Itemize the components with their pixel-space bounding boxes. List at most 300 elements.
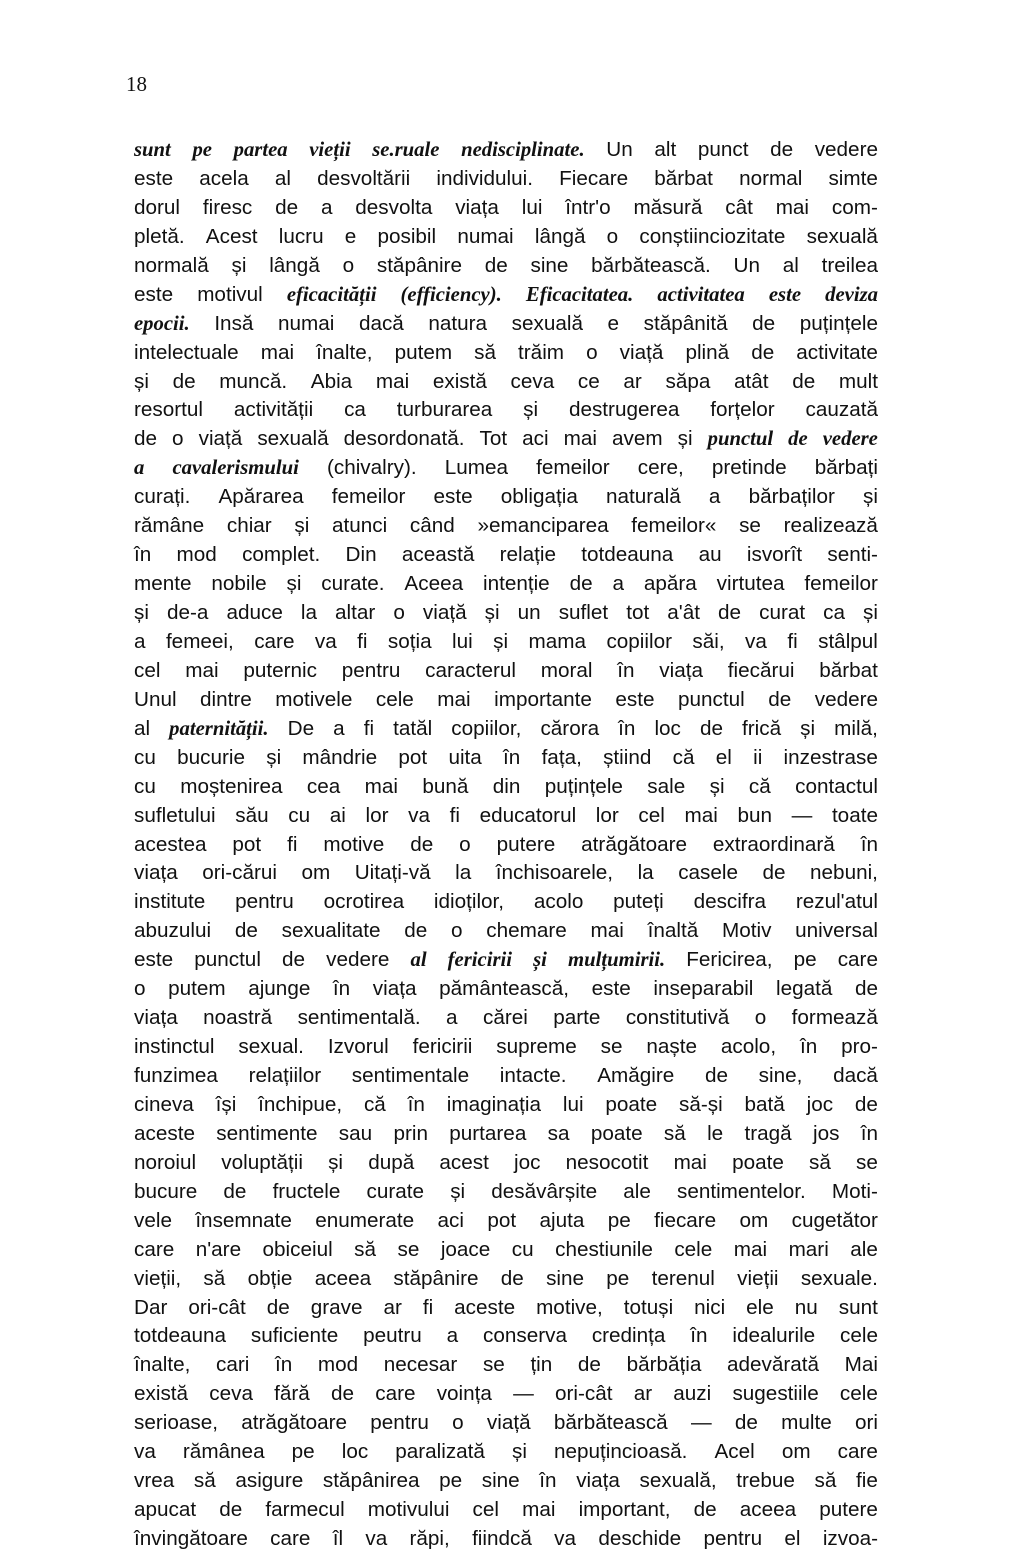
word: constitutivă (625, 1006, 730, 1030)
word: rămâne (134, 514, 205, 538)
text-line (134, 194, 878, 223)
word: cât (725, 195, 753, 219)
word: paralizată (395, 1440, 485, 1464)
word: când (409, 514, 455, 538)
word: desvolta (355, 195, 433, 219)
word: pretinde (711, 456, 787, 480)
word: a (134, 629, 146, 653)
word: de (751, 340, 775, 364)
word: mai (185, 658, 219, 682)
word: este (134, 166, 174, 190)
word: de (788, 428, 808, 451)
word: pot (487, 1208, 517, 1232)
word: voluptății (221, 1150, 303, 1174)
word: formează (791, 1006, 878, 1030)
word: femeilor« (631, 514, 717, 538)
word: om (739, 1208, 769, 1232)
word: sexual. (238, 1035, 304, 1059)
word: cugetător (791, 1208, 878, 1232)
word: atrăgătoare (241, 1411, 347, 1435)
word: o (586, 340, 598, 364)
word: o (606, 224, 619, 248)
word: și (231, 253, 247, 277)
word: alt (654, 138, 677, 161)
word: sexuală (511, 311, 583, 335)
word: este (134, 282, 174, 306)
word: pro- (841, 1035, 878, 1059)
text-line (134, 1525, 878, 1554)
word: de (569, 572, 593, 596)
word: imaginația (446, 1092, 542, 1116)
word: izvoa- (822, 1527, 878, 1550)
word: motivul (197, 282, 263, 306)
page-number: 18 (126, 72, 147, 96)
word: de (693, 1498, 717, 1522)
word: conștiinciozitate (639, 224, 786, 248)
word: o (342, 253, 355, 277)
word: de (234, 919, 258, 943)
word: măsură (633, 195, 703, 219)
word: curate (366, 1179, 425, 1203)
word: noastră (203, 1006, 273, 1030)
word: sunt (134, 139, 171, 161)
word: trebue (736, 1469, 795, 1493)
word: numai (457, 224, 514, 248)
word: pământească, (439, 977, 570, 1001)
text-line (134, 1351, 878, 1380)
word: aci (522, 427, 549, 451)
word: ale (850, 1237, 878, 1261)
text-line (134, 396, 878, 425)
word: în (407, 1092, 425, 1116)
word: și (512, 1440, 527, 1464)
word: punct (697, 138, 749, 161)
word: dacă (833, 1064, 878, 1087)
word: caracterul (425, 658, 516, 682)
word: partea (233, 139, 288, 161)
word: totdeauna (581, 543, 674, 567)
word: fi (422, 1295, 434, 1319)
word: chestiunile (555, 1237, 653, 1261)
word: joc (806, 1092, 834, 1116)
word: mente (134, 572, 192, 596)
word: care (270, 1527, 311, 1550)
word: soția (387, 629, 432, 653)
word: este (134, 948, 174, 972)
word: să (193, 1469, 216, 1493)
text-line (134, 165, 878, 194)
word: se (600, 1035, 623, 1059)
word: cel (134, 658, 161, 682)
word: acolo, (720, 1035, 777, 1059)
text-line (134, 1322, 878, 1351)
word: mândrie (302, 745, 378, 769)
word: sale (647, 774, 686, 798)
text-line (134, 715, 878, 744)
text-line (134, 281, 878, 310)
word: o (459, 832, 471, 856)
word: dorul (134, 195, 181, 219)
word: realizează (783, 514, 878, 538)
word: său (235, 803, 269, 827)
word: al (410, 949, 427, 972)
text-line (134, 541, 878, 570)
word: aceste (454, 1295, 516, 1319)
word: mai (364, 774, 398, 798)
word: va (408, 803, 430, 827)
text-line (134, 1496, 878, 1525)
word: resortul (134, 398, 203, 422)
word: ce (577, 369, 600, 393)
word: parte (553, 1006, 601, 1030)
word: sexuală (257, 427, 329, 451)
word: curate. (321, 572, 385, 596)
word: este (591, 977, 631, 1001)
text-line (134, 1091, 878, 1120)
word: al (274, 166, 291, 190)
word: de (762, 861, 786, 885)
word: totdeauna (134, 1324, 227, 1348)
word: pentru (235, 890, 294, 914)
word: înalte, (316, 340, 373, 364)
word: fi (363, 716, 375, 740)
word: obiceiul (262, 1237, 333, 1261)
word: au (698, 543, 722, 567)
word: Abia (310, 369, 353, 393)
word: activitatea (657, 283, 745, 306)
word: Din (345, 543, 377, 567)
word: treilea (821, 253, 878, 277)
word: de (484, 253, 508, 277)
text-line (134, 946, 878, 975)
word: de (404, 919, 428, 943)
word: abuzului (134, 919, 212, 943)
text-line (134, 917, 878, 946)
word: fie (855, 1469, 878, 1493)
word: bărbați (814, 456, 878, 480)
text-line (134, 859, 878, 888)
word: loc (654, 716, 681, 740)
word: există (134, 1382, 189, 1406)
word: fi (787, 629, 798, 653)
word: poate (590, 1121, 643, 1145)
word: într'o (565, 195, 611, 219)
word: cea (306, 774, 341, 798)
word: să (354, 1237, 377, 1261)
word: ar (623, 369, 642, 393)
word: a'ât (667, 601, 700, 624)
word: de (734, 1411, 758, 1435)
word: vedere (326, 948, 390, 972)
word: bărbătească (553, 1411, 668, 1435)
text-line (134, 425, 878, 454)
word: sentimente (216, 1121, 318, 1145)
word: și (523, 398, 539, 422)
word: atât (734, 369, 769, 393)
word: că (363, 1092, 386, 1116)
word: Apărarea (218, 485, 304, 509)
word: la (455, 861, 472, 885)
word: vieții (737, 1266, 779, 1290)
text-line (134, 454, 878, 483)
word: de (331, 1382, 355, 1406)
word: (efficiency). (400, 283, 502, 306)
word: ca (344, 398, 366, 422)
word: bărbat (819, 658, 878, 682)
word: idealurile (732, 1324, 816, 1348)
word: ar (383, 1295, 402, 1319)
word: enumerate (315, 1208, 415, 1232)
word: o (452, 1411, 464, 1435)
word: fi (357, 629, 368, 653)
word: Eficacitatea. (525, 283, 634, 306)
word: mod (176, 543, 217, 567)
word: bată (744, 1092, 785, 1116)
word: a (612, 572, 624, 596)
word: conserva (483, 1324, 567, 1348)
word: Moti- (831, 1179, 878, 1203)
word: ele (746, 1295, 774, 1319)
word: numai (278, 311, 335, 335)
word: desăvârșite (491, 1179, 598, 1203)
word: bărbaților (748, 485, 835, 509)
word: femeilor (331, 485, 406, 509)
word: plină (685, 340, 730, 364)
word: pletă. (134, 224, 185, 248)
word: fi (449, 803, 460, 827)
word: stăpânire (376, 253, 462, 277)
word: descifra (693, 890, 767, 914)
word: mama (528, 629, 587, 653)
word: virtutea (716, 572, 785, 596)
word: punctul (194, 948, 261, 972)
word: de (704, 1064, 728, 1087)
word: ocrotirea (323, 890, 405, 914)
word: rezul'atul (795, 890, 878, 914)
word: în (860, 1121, 878, 1145)
word: dintre (200, 687, 252, 711)
word: joace (440, 1237, 491, 1261)
text-line (134, 223, 878, 252)
word: pe (607, 1208, 631, 1232)
word: com- (831, 195, 878, 219)
word: și (863, 601, 878, 624)
word: punctul (678, 687, 745, 711)
word: ajuta (539, 1208, 585, 1232)
word: a (333, 716, 345, 740)
word: mai (733, 1237, 768, 1261)
word: Izvorul (327, 1035, 389, 1059)
word: puternic (243, 658, 317, 682)
word: lui (452, 629, 473, 653)
word: »emanciparea (477, 514, 609, 538)
word: nebuni, (810, 861, 878, 885)
word: în (617, 658, 635, 682)
word: de (854, 977, 878, 1001)
word: de-a (167, 601, 209, 624)
word: el (715, 745, 732, 769)
word: nobile (211, 572, 267, 596)
word: de (219, 1498, 243, 1522)
word: motivului (367, 1498, 450, 1522)
word: dacă (358, 311, 404, 335)
word: viața (134, 1006, 178, 1030)
word: isvorît (746, 543, 803, 567)
word: cel (638, 803, 665, 827)
text-line (134, 252, 878, 281)
word: idioților, (433, 890, 505, 914)
word: normal (739, 166, 803, 190)
word: și (286, 572, 302, 596)
word: obligația (500, 485, 578, 509)
word: nesocotit (565, 1150, 649, 1174)
word: avem (611, 427, 663, 451)
word: și (266, 745, 282, 769)
word: închipue, (258, 1092, 343, 1116)
word: ii (753, 745, 763, 769)
word: copiilor, (451, 716, 522, 740)
word: Aceea (404, 572, 464, 596)
word: mai (673, 1150, 707, 1174)
word: eficacității (286, 283, 377, 306)
word: relație (499, 543, 556, 567)
word: femeilor (536, 456, 610, 480)
word: o (172, 427, 184, 451)
word: sine, (758, 1064, 803, 1087)
word: vedere (822, 428, 878, 451)
word: mulțumirii. (568, 949, 666, 972)
word: punctul (707, 428, 774, 451)
word: Acest (205, 224, 258, 248)
word: ori-cărui (202, 861, 277, 885)
word: fructele (272, 1179, 341, 1203)
word: pe (439, 1469, 463, 1493)
text-line (134, 512, 878, 541)
word: cele (375, 687, 414, 711)
word: ori (854, 1411, 878, 1435)
word: fiecărui (727, 658, 795, 682)
word: joc (513, 1150, 541, 1174)
word: intelectuale (134, 340, 239, 364)
word: el (784, 1527, 801, 1550)
word: se (856, 1150, 878, 1174)
word: complet. (242, 543, 321, 567)
word: fi (287, 832, 298, 856)
text-line (134, 1062, 878, 1091)
word: Un (733, 253, 760, 277)
text-line (134, 1120, 878, 1149)
word: desordonată. (343, 427, 465, 451)
word: fiecare (654, 1208, 717, 1232)
word: normală (134, 253, 209, 277)
text-line (134, 339, 878, 368)
word: — (791, 803, 813, 827)
word: activitate (796, 340, 878, 364)
word: o (393, 601, 405, 624)
word: de (699, 716, 723, 740)
word: sine (546, 1266, 585, 1290)
word: mai (437, 687, 471, 711)
word: stăpânirea (322, 1469, 420, 1493)
word: inzestrase (783, 745, 878, 769)
word: simte (828, 166, 878, 190)
word: sine (481, 1469, 520, 1493)
word: lor (365, 803, 389, 827)
text-line (134, 802, 878, 831)
word: în (860, 832, 878, 856)
word: paternității. (169, 717, 269, 740)
word: — (690, 1411, 712, 1435)
word: Motiv (721, 919, 772, 943)
word: țin (530, 1353, 553, 1377)
word: însemnate (195, 1208, 292, 1232)
text-line (134, 1294, 878, 1323)
word: viață (198, 427, 243, 451)
word: Fericirea, (686, 948, 773, 972)
text-line (134, 1380, 878, 1409)
word: nedisciplinate. (461, 139, 585, 161)
text-line (134, 570, 878, 599)
word: pe (606, 1266, 630, 1290)
word: naște (646, 1035, 697, 1059)
word: sexuală, (639, 1469, 717, 1493)
word: care (254, 629, 295, 653)
word: ori-cât (188, 1295, 246, 1319)
word: cu (134, 745, 156, 769)
word: nepuțincioasă. (554, 1440, 688, 1464)
word: un (517, 601, 541, 624)
word: în (618, 716, 636, 740)
word: motive, (536, 1295, 603, 1319)
word: viața (576, 1469, 620, 1493)
word: și (294, 514, 310, 538)
word: Dar (134, 1295, 168, 1319)
word: Amăgire (597, 1064, 675, 1087)
word: și (484, 601, 500, 624)
word: mai (684, 803, 718, 827)
text-line (134, 1149, 878, 1178)
word: o (451, 919, 463, 943)
word: atunci (332, 514, 388, 538)
word: îl (332, 1527, 344, 1550)
word: epocii. (134, 312, 190, 335)
word: și (450, 1179, 466, 1203)
word: puțințele (799, 311, 878, 335)
word: își (215, 1092, 237, 1116)
word: aci (437, 1208, 464, 1232)
word: vedere (814, 138, 878, 161)
word: vele (134, 1208, 172, 1232)
word: puteți (613, 890, 664, 914)
word: peutru (363, 1324, 422, 1348)
word: bun (737, 803, 772, 827)
word: voința (436, 1382, 492, 1406)
word: femeei, (165, 629, 234, 653)
word: de (792, 369, 816, 393)
word: vrea (134, 1469, 175, 1493)
word: al (134, 716, 151, 740)
word: la (300, 601, 317, 624)
word: curați. (134, 485, 191, 509)
word: a (708, 485, 721, 509)
word: de (752, 311, 776, 335)
word: bucurie (177, 745, 245, 769)
word: tatăl (393, 716, 433, 740)
word: ca (823, 601, 845, 624)
word: milă, (834, 716, 878, 740)
word: individului. (436, 166, 533, 190)
word: uita (448, 745, 482, 769)
